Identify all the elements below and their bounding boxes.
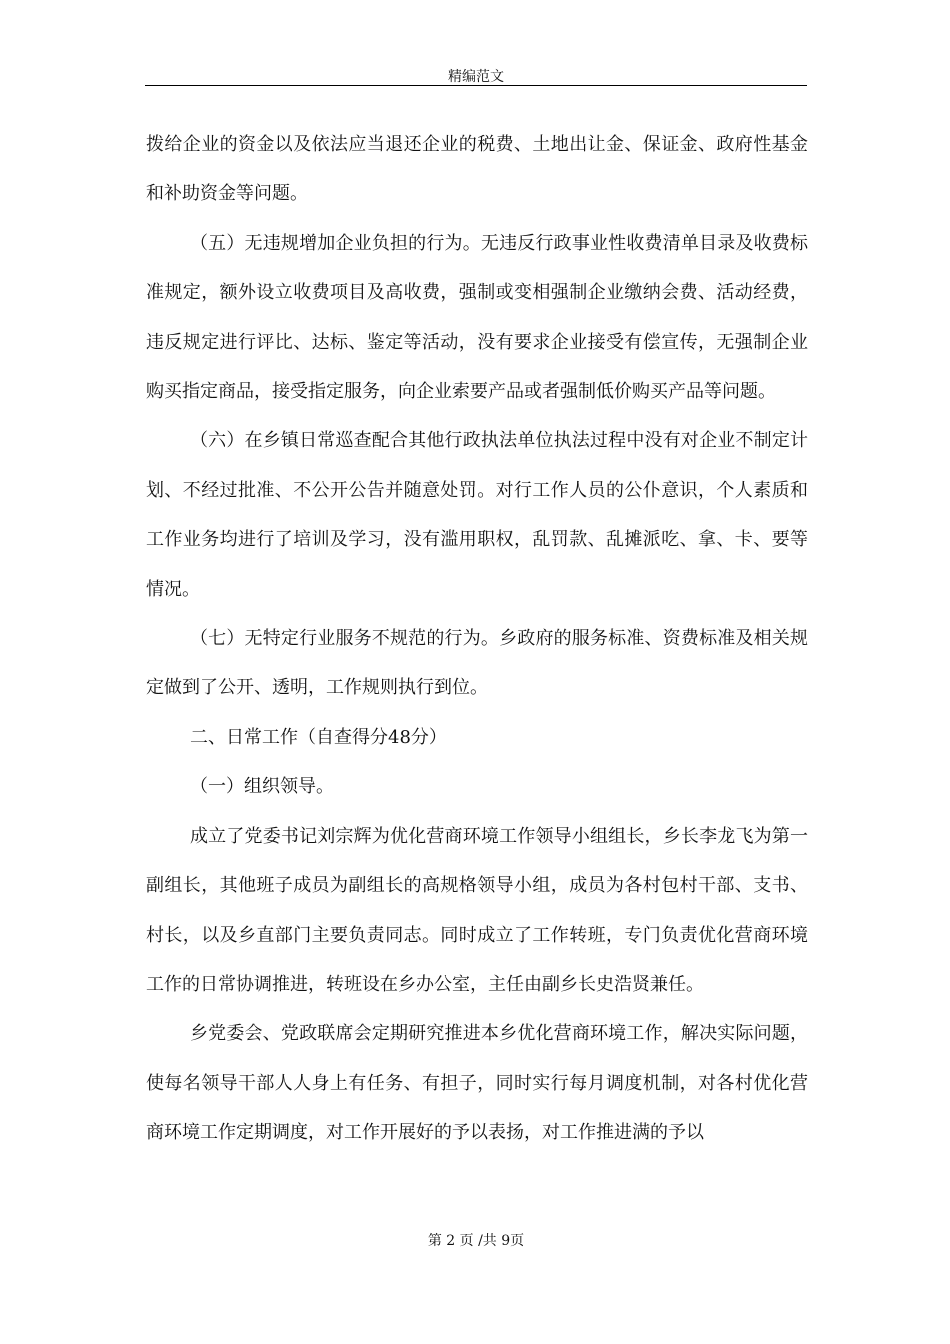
paragraph: （七）无特定行业服务不规范的行为。乡政府的服务标准、资费标准及相关规定做到了公开、透明，工作规则执行到位。 bbox=[146, 628, 808, 699]
document-body bbox=[146, 120, 808, 1158]
section-heading: 二、日常工作（自查得分48分） bbox=[190, 726, 447, 748]
paragraph: 拨给企业的资金以及依法应当退还企业的税费、土地出让金、保证金、政府性基金和补助资金等问题。 bbox=[146, 134, 808, 205]
subsection-heading: （一）组织领导。 bbox=[190, 776, 334, 798]
paragraph: （五）无违规增加企业负担的行为。无违反行政事业性收费清单目录及收费标准规定，额外设立收费项目及高收费，强制或变相强制企业缴纳会费、活动经费，违反规定进行评比、达标、鉴定等活动，没有要求企业接受有偿宣传，无强制企业购买指定商品，接受指定服务，向企业索要产品或者强制低价购买产品等问题。 bbox=[146, 232, 808, 403]
paragraph: 成立了党委书记刘宗辉为优化营商环境工作领导小组组长，乡长李龙飞为第一副组长，其他班子成员为副组长的高规格领导小组，成员为各村包村干部、支书、村长，以及乡直部门主要负责同志。同时成立了工作转班，专门负责优化营商环境工作的日常协调推进，转班设在乡办公室，主任由副乡长史浩贤兼任。 bbox=[146, 825, 808, 995]
paragraph: （六）在乡镇日常巡查配合其他行政执法单位执法过程中没有对企业不制定计划、不经过批准、不公开公告并随意处罚。对行工作人员的公仆意识，个人素质和工作业务均进行了培训及学习，没有滥用职权，乱罚款、乱摊派吃、拿、卡、要等情况。 bbox=[146, 430, 808, 600]
paragraph: 乡党委会、党政联席会定期研究推进本乡优化营商环境工作，解决实际问题，使每名领导干部人人身上有任务、有担子，同时实行每月调度机制，对各村优化营商环境工作定期调度，对工作开展好的予以表扬，对工作推进满的予以 bbox=[146, 1023, 808, 1144]
page-number: 第 2 页 /共 9页 bbox=[427, 1233, 525, 1249]
header-divider bbox=[145, 85, 807, 86]
page-header: 精编范文 bbox=[448, 69, 504, 85]
